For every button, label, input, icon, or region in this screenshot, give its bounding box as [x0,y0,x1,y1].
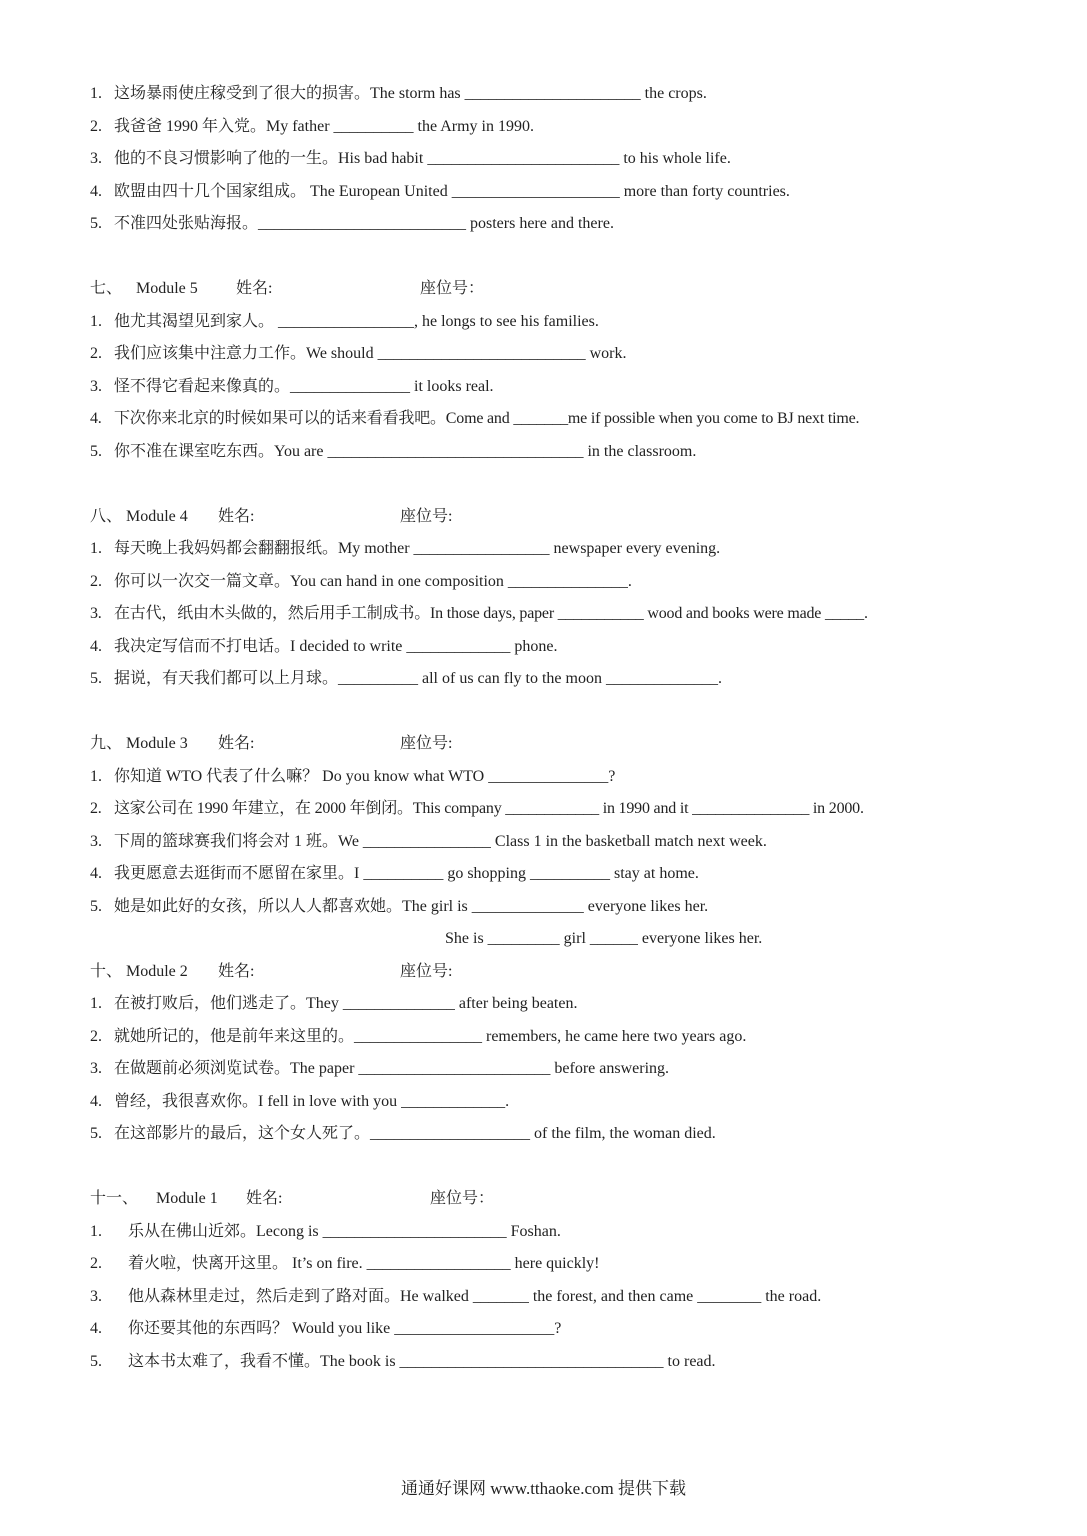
section-heading: 十、 Module 2 姓名: 座位号: [90,963,453,980]
list-item: 2. 我们应该集中注意力工作。We should __________________________ work. [90,345,627,362]
list-item: 1. 他尤其渴望见到家人。 _________________, he longs to see his families. [90,313,599,330]
list-item: 3. 怪不得它看起来像真的。_______________ it looks real. [90,378,494,395]
list-item: 1. 你知道 WTO 代表了什么嘛？ Do you know what WTO _______________? [90,768,616,785]
list-item: 4. 我决定写信而不打电话。I decided to write _____________ phone. [90,638,558,655]
list-item: 3. 他的不良习惯影响了他的一生。His bad habit ________________________ to his whole life. [90,150,731,167]
list-item: 5. 她是如此好的女孩，所以人人都喜欢她。The girl is ______________ everyone likes her. [90,898,709,915]
list-item: 5. 这本书太难了，我看不懂。The book is _________________________________ to read. [90,1353,716,1370]
section-heading: 九、 Module 3 姓名: 座位号: [90,735,453,752]
list-item: 1. 每天晚上我妈妈都会翻翻报纸。My mother _________________ newspaper every evening. [90,540,721,557]
list-item: 3. 在古代，纸由木头做的，然后用手工制成书。In those days, paper ___________ wood and books were made _____. [90,605,868,622]
list-item: 1. 乐从在佛山近郊。Lecong is _______________________ Foshan. [90,1223,561,1240]
page-footer: 通通好课网 www.tthaoke.com 提供下载 [400,1479,687,1498]
list-item: 5. 据说，有天我们都可以上月球。__________ all of us can fly to the moon ______________. [90,670,722,687]
list-item: 1. 这场暴雨使庄稼受到了很大的损害。The storm has ______________________ the crops. [90,85,707,102]
list-item: 2. 就她所记的，他是前年来这里的。________________ remembers, he came here two years ago. [90,1028,747,1045]
section-heading: 十一、 Module 1 姓名: 座位号： [90,1190,495,1207]
list-item: 4. 我更愿意去逛街而不愿留在家里。I __________ go shopping __________ stay at home. [90,865,699,882]
list-item: 4. 曾经，我很喜欢你。I fell in love with you _____________. [90,1093,510,1110]
list-item: 4. 欧盟由四十几个国家组成。 The European United _____________________ more than forty countries. [90,183,790,200]
list-item: 5. 在这部影片的最后，这个女人死了。____________________ of the film, the woman died. [90,1125,716,1142]
list-item: 5. 不准四处张贴海报。__________________________ posters here and there. [90,215,614,232]
list-item: 3. 他从森林里走过，然后走到了路对面。He walked _______ the forest, and then came ________ the road. [90,1288,822,1305]
list-item: 1. 在被打败后，他们逃走了。They ______________ after being beaten. [90,995,578,1012]
list-item: 5. 你不准在课室吃东西。You are ________________________________ in the classroom. [90,443,697,460]
list-item: 2. 我爸爸 1990 年入党。My father __________ the Army in 1990. [90,118,534,135]
list-item: 2. 这家公司在 1990 年建立，在 2000 年倒闭。This company ____________ in 1990 and it _______________ in 2000. [90,800,864,817]
list-item-continuation: She is _________ girl ______ everyone likes her. [445,930,763,947]
list-item: 2. 着火啦，快离开这里。 It’s on fire. __________________ here quickly! [90,1255,600,1272]
section-heading: 八、 Module 4 姓名: 座位号: [90,508,453,525]
list-item: 2. 你可以一次交一篇文章。You can hand in one composition _______________. [90,573,632,590]
list-item: 4. 下次你来北京的时候如果可以的话来看看我吧。Come and _______me if possible when you come to BJ next time. [90,410,860,427]
list-item: 3. 在做题前必须浏览试卷。The paper ________________________ before answering. [90,1060,670,1077]
section-heading: 七、 Module 5 姓名: 座位号： [90,280,485,297]
list-item: 3. 下周的篮球赛我们将会对 1 班。We ________________ Class 1 in the basketball match next week. [90,833,767,850]
list-item: 4. 你还要其他的东西吗？ Would you like ____________________? [90,1320,562,1337]
